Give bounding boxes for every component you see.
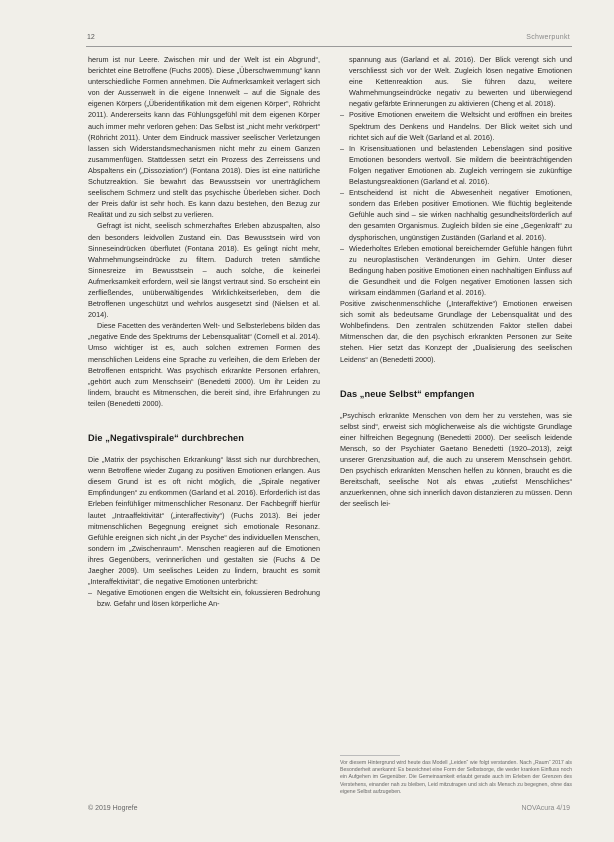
- footer-copyright: © 2019 Hogrefe: [88, 805, 138, 812]
- list-item: – Entscheidend ist nicht die Abwesenheit negativer Emotionen, sondern das Erleben positiver Emotionen. Wie flüchtig begleitende Gefühle auch sind – sie wirken nachhaltig gesundheitsförderlich auf den gesamten Organismus. Zugleich bilden sie eine „Gegenkraft“ zu dysphorischen, ungünstigen Zuständen (Garland et al. 2016).: [340, 187, 572, 242]
- body-paragraph: „Psychisch erkrankte Menschen von dem her zu verstehen, was sie selbst sind“, erweist sich möglicherweise als die wichtigste Grundlage einer hilfreichen Begegnung (Benedetti 2000). Der seelisch leidende Mensch, so der Psychiater Gaetano Benedetti (1920–2013), zeigt unserer Grenzsituation auf, die auch zu unserem Menschsein gehört. Den psychisch erkrankten Menschen helfen zu können, braucht es die Bereitschaft, seelische Not als etwas „zutiefst Menschliches“ anzuerkennen, ohne sich innerlich davon distanzieren zu müssen. Denn der seelisch lei-: [340, 410, 572, 509]
- bullet-list: [340, 54, 572, 298]
- running-head: Schwerpunkt: [526, 34, 570, 41]
- list-item: – Wiederholtes Erleben emotional bereichernder Gefühle hängen führt zu neuroplastischen Veränderungen im Gehirn. Unter dieser Bedingung haben positive Emotionen einen nachhaltigen Einfluss auf die Gesundheit und die Folgen negativer Emotionen lassen sich wirksam eindämmen (Garland et al. 2016).: [340, 243, 572, 298]
- left-column: [88, 54, 320, 609]
- section-heading: Das „neue Selbst“ empfangen: [340, 388, 475, 399]
- body-paragraph: Gefragt ist nicht, seelisch schmerzhaftes Erleben abzuspalten, also den besonders leidvollen Zustand ein. Das Bewusstsein wird von Sinneseindrücken überflutet (Fontana 2018). Es gelingt nicht mehr, Wahrnehmungseindrücke zu filtern. Dadurch treten sämtliche Sinnesreize im Bewusstsein – auch solche, die keinerlei Aufmerksamkeit erfordern, weil sie längst vertraut sind. So erscheint ein zerfließendes, unüberwältigendes Wirklichkeitserleben, dem die Betroffenen ungeschützt und wehrlos ausgesetzt sind (Nielsen et al. 2014).: [88, 221, 320, 320]
- list-item-continued: spannung aus (Garland et al. 2016). Der Blick verengt sich und verschliesst sich vor der Welt. Zugleich lösen negative Emotionen eine Kettenreaktion aus. Sie führen dazu, weitere Wahrnehmungseindrücke negativ zu bewerten und überwiegend negativ gefärbte Erinnerungen zu aktivieren (Cheng et al. 2018).: [349, 55, 572, 109]
- list-item: – In Krisensituationen und belastenden Lebenslagen sind positive Emotionen besonders wertvoll. Sie mildern die beeinträchtigenden Folgen negativer Emotionen ab. Zugleich verringern sie zukünftige Belastungsreaktionen (Garland et al. 2016).: [340, 143, 572, 187]
- header-rule: [86, 46, 572, 47]
- section-heading: Die „Negativspirale“ durchbrechen: [88, 433, 244, 443]
- list-item: – Positive Emotionen erweitern die Weltsicht und eröffnen ein breites Spektrum des Denkens und Handelns. Der Blick weitet sich und richtet sich auf die Welt (Garland et al. 2016).: [340, 109, 572, 142]
- footnote: Vor diesem Hintergrund wird heute das Modell „Leiden“ wie folgt verstanden. Nach „Raum“ 2017 als Besonderheit anerkannt: Es bezeichnet eine Form der Selbstsorge, die weder kranken Einfluss noch ein Aufgehen im Gegenüber. Die Gemeinsamkeit erlaubt gerade auch im Erleben der Grenzen des Verstehens, einander nah zu bleiben, Leid mitzutragen und sich als Mensch zu begegnen, ohne das eigene Selbst aufzugeben.: [340, 760, 572, 795]
- body-paragraph: herum ist nur Leere. Zwischen mir und der Welt ist ein Abgrund“, berichtet eine Betroffene (Fuchs 2005). Diese „Überschwemmung“ kann unterschiedliche Formen annehmen. Die Aufmerksamkeit verlagert sich von der Aussenwelt in die eigene Innenwelt – auf die Signale des eigenen Körpers („Überidentifikation mit dem eigenen Körper“, Röhricht 2011). Andererseits kann das Fühlungsgefühl mit dem eigenen Körper auch immer mehr verloren gehen: Das Selbst ist „nicht mehr verkörpert“ (Röhricht 2011). Unter dem Eindruck massiver seelischer Verletzungen lassen sich Widerstandsmechanismen nicht mehr zu einem Ganzen zusammenfügen. Stattdessen setzt ein Prozess des Zerreissens und Abspaltens ein („Dissoziation“) (Fontana 2018). Dies ist eine natürliche Schutzreaktion. Sie bewahrt das Bewusstsein vor unerträglichem seelischem Schmerz und stellt das psychische Überleben sicher. Doch der Preis dafür ist sehr hoch. Es kann dazu bestehen, den Bezug zur Realität und zu sich selbst zu verlieren.: [88, 55, 320, 220]
- right-column: [340, 54, 572, 510]
- page-number: 12: [87, 34, 95, 41]
- body-paragraph: Positive zwischenmenschliche („Interaffektive“) Emotionen erweisen sich somit als bedeutsame Grundlage der Lebensqualität und des Wohlbefindens. Den zentralen schützenden Faktor stellen dabei Mitmenschen dar, die den psychisch erkrankten Personen zur Seite stehen. Hier setzt das Konzept der „Dualisierung des seelischen Leidens“ an (Benedetti 2000).: [340, 299, 572, 364]
- bullet-list: [88, 587, 320, 609]
- body-paragraph: Diese Facetten des veränderten Welt- und Selbsterlebens bilden das „negative Ende des Spektrums der Lebensqualität“ (Cornell et al. 2014). Umso wichtiger ist es, auch solchen extremen Formen des menschlichen Leidens eine Sprache zu verleihen, die dem Erleben der Betroffenen entspricht. Was psychisch erkrankte Personen erfahren, „gehört auch zum Menschsein“ (Benedetti 2000). Um ihr Leiden zu lindern, braucht es Mitmenschen, die bereit sind, ihre Erfahrungen zu teilen (Benedetti 2000).: [88, 321, 320, 408]
- list-item: – Negative Emotionen engen die Weltsicht ein, fokussieren Bedrohung bzw. Gefahr und lösen körperliche An-: [88, 587, 320, 609]
- body-paragraph: Die „Matrix der psychischen Erkrankung“ lässt sich nur durchbrechen, wenn Betroffene wieder Zugang zu positiven Emotionen erlangen. Aus diesem Grund ist es oft nicht möglich, die „Spirale negativer Empfindungen“ zu entkommen (Garland et al. 2016). Erforderlich ist das Erleben feinfühliger mitmenschlicher Resonanz. Der Fachbegriff hierfür lautet „Intraaffektivität“ („interaffectivity“) (Fuchs 2013). Bei jeder mitmenschlichen Begegnung ereignet sich emotionale Resonanz. Gefühle ereignen sich nicht „in der Psyche“ des individuellen Menschen, sondern im „Zwischenraum“. Menschen reagieren auf die Emotionen ihres Gegenübers, verinnerlichen und gestalten sie (Fuchs & De Jaegher 2009). Um seelisches Leiden zu lindern, braucht es somit „Interaffektivität“, die negative Emotionen unterbricht:: [88, 455, 320, 587]
- footer-issue: NOVAcura 4/19: [521, 805, 570, 812]
- footnote-rule: [340, 755, 400, 756]
